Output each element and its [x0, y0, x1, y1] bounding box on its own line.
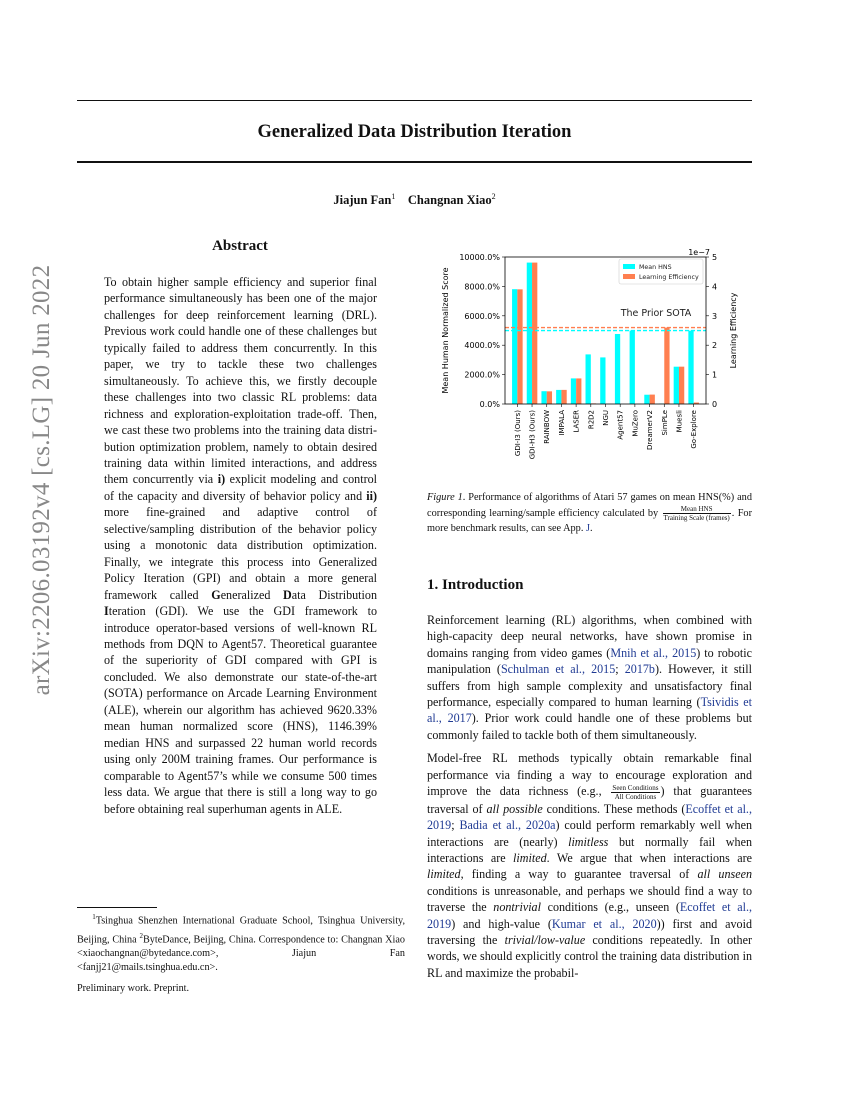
intro-text: , finding a way to guarantee traversal of: [460, 867, 698, 882]
intro-emphasis: trivial/low-value: [504, 933, 586, 948]
caption-text: . Performance of algorithms of Atari 57 games on mean HNS(%) and corresponding learning/sample efficiency calculated by: [427, 492, 752, 520]
bar-mean-hns: [600, 357, 605, 404]
abstract-text: explicit modeling and control of the capacity and diversity of behavior policy and: [104, 472, 378, 503]
x-tick-label: RAINBOW: [543, 410, 552, 444]
citation-link[interactable]: Badia et al., 2020a: [459, 818, 556, 833]
abstract-bold: D: [283, 587, 292, 602]
y-right-tick-label: 4: [712, 282, 718, 292]
arxiv-stamp: arXiv:2206.03192v4 [cs.LG] 20 Jun 2022: [28, 264, 55, 696]
y-right-tick-label: 2: [712, 341, 718, 351]
abstract-text: eneralized: [220, 587, 284, 602]
bar-mean-hns: [644, 395, 649, 404]
bar-mean-hns: [541, 391, 546, 404]
bar-learning-efficiency: [576, 378, 581, 404]
intro-text: conditions. These methods (: [542, 801, 686, 816]
caption-text: . For more benchmark results, can see App.: [427, 508, 752, 535]
bar-mean-hns: [556, 390, 561, 404]
y-tick-label: 10000.0%: [459, 253, 500, 262]
footnote: [77, 910, 405, 976]
bar-mean-hns: [586, 354, 591, 404]
bar-learning-efficiency: [517, 289, 522, 404]
citation-link[interactable]: Schulman et al., 2015: [500, 662, 616, 677]
bar-mean-hns: [512, 289, 517, 404]
intro-text: ) and high-value (: [451, 916, 552, 931]
citation-link[interactable]: Ecoffet et al., 2019: [427, 801, 752, 833]
prior-sota-annotation: The Prior SOTA: [620, 308, 692, 319]
fraction-numerator: Seen Conditions: [612, 783, 659, 792]
legend-label: Mean HNS: [639, 264, 672, 271]
y-tick-label: 4000.0%: [464, 341, 500, 351]
x-tick-label: R2D2: [587, 410, 596, 430]
abstract-text: ata Distribution: [291, 587, 377, 602]
footnote-mark: 1: [92, 913, 96, 921]
legend-swatch: [623, 264, 635, 269]
bar-learning-efficiency: [547, 391, 552, 404]
affiliation-mark: 1: [391, 192, 396, 201]
abstract-text: To obtain higher sample efficiency and superior final performance simultaneously has been one of the major challenges for deep reinforcement learning (DRL). Previous work could handle one of these challenges but typically failed to address them concurrently. In this paper, we try to tackle these two challenges simultaneously. To achieve this, we firstly decouple these challenges into two classic RL problems: data richness and exploration-exploitation trade-off. Then, we cast these two problems into the training data distribution optimization problem, namely to obtain desired training data within limited interactions, and address them concurrently via: [104, 275, 377, 487]
abstract-text: teration: [108, 604, 146, 619]
figure-1-chart: [430, 245, 750, 470]
intro-text: conditions (e.g., unseen (: [540, 900, 680, 915]
bar-learning-efficiency: [679, 367, 684, 404]
y-right-tick-label: 3: [712, 311, 718, 321]
footnote-affiliation: Tsinghua Shenzhen International Graduate School, Tsinghua University, Beijing, China: [77, 915, 405, 945]
x-tick-label: MuZero: [631, 410, 640, 437]
y-right-tick-label: 5: [712, 253, 718, 262]
intro-emphasis: all possible: [486, 801, 543, 816]
y-right-tick-label: 1: [712, 370, 718, 380]
intro-emphasis: limitless: [568, 834, 609, 849]
intro-text: ) could perform remarkably well when interactions are (nearly): [427, 818, 752, 849]
intro-paragraph-2: [427, 750, 752, 981]
fraction-denominator: All Conditions: [614, 792, 657, 801]
y-axis-label: Mean Human Normalized Score: [441, 267, 450, 394]
abstract-bold: G: [211, 587, 221, 602]
citation-link[interactable]: 2017b: [624, 662, 655, 677]
legend-label: Learning Efficiency: [639, 274, 699, 281]
figure-caption: [427, 491, 752, 537]
intro-text: conditions is unreasonable, and perhaps we should find a way to traverse the: [427, 883, 752, 915]
abstract-bold: i): [217, 472, 226, 487]
affiliation-mark: 2: [491, 192, 496, 201]
y-right-tick-label: 0: [712, 400, 718, 409]
bar-learning-efficiency: [664, 328, 669, 404]
bar-learning-efficiency: [532, 263, 537, 404]
y-right-axis-label: Learning Efficiency: [729, 292, 738, 369]
intro-text: . We argue that when interactions are: [546, 851, 752, 865]
abstract-bold: I: [104, 604, 109, 619]
intro-emphasis: all unseen: [697, 867, 752, 882]
y-tick-label: 6000.0%: [464, 311, 500, 321]
x-tick-label: Agent57: [616, 410, 625, 440]
intro-text: ;: [451, 818, 460, 833]
title-bottom-rule: [77, 161, 752, 163]
citation-link[interactable]: Mnih et al., 2015: [610, 645, 697, 660]
bar-mean-hns: [630, 331, 635, 404]
legend-swatch: [623, 274, 635, 279]
abstract-body: [104, 274, 377, 817]
preliminary-note: Preliminary work. Preprint.: [77, 983, 190, 994]
x-tick-label: LASER: [572, 410, 581, 433]
y-tick-label: 8000.0%: [464, 282, 500, 292]
bar-mean-hns: [674, 367, 679, 404]
x-tick-label: Go-Explore: [690, 410, 699, 449]
abstract-heading: Abstract: [212, 238, 268, 254]
introduction-body: [427, 612, 752, 988]
y-tick-label: 0.0%: [479, 400, 500, 409]
abstract-text: (GDI). We use the GDI framework to introduce operator-based versions of well-known RL methods from DQN to Agent57. Theoretical guarantee of the superiority of GDI compared with GPI is concluded. We also demonstrate our state-of-the-art (SOTA) performance on Arcade Learning Environment (ALE), wherein our algorithm has achieved 9620.33% mean human normalized score (HNS), 1146.39% median HNS and surpassed 22 human world records using only 200M training frames. Our performance is comparable to Agent57’s while we consume 500 times less data. We argue that there is still a long way to go before obtaining real superhuman agents in ALE.: [104, 604, 377, 816]
intro-text: ). However, it still suffers from high sample complexity and unsatisfactory final performance, especially compared to human learning (: [427, 662, 752, 710]
author-name: Changnan Xiao: [407, 193, 492, 208]
caption-label: Figure 1: [427, 492, 463, 503]
bar-learning-efficiency: [650, 395, 655, 404]
intro-text: conditions repeatedly. In other words, we should explicitly control the training data distribution in RL and maximize the probabil-: [427, 933, 752, 980]
x-tick-label: NGU: [602, 410, 610, 426]
bar-mean-hns: [527, 263, 532, 404]
bar-mean-hns: [571, 378, 576, 404]
x-tick-label: SimPLe: [660, 410, 669, 436]
caption-text: .: [590, 523, 593, 535]
citation-link[interactable]: Ecoffet et al., 2019: [427, 900, 753, 931]
intro-text: ;: [615, 662, 625, 677]
appendix-link[interactable]: J: [585, 523, 590, 535]
section-heading-introduction: 1. Introduction: [427, 577, 524, 593]
author-name: Jiajun Fan: [333, 193, 392, 208]
paper-title: Generalized Data Distribution Iteration: [257, 122, 572, 142]
intro-text: )) first and avoid traversing the: [427, 916, 752, 948]
intro-text: ) to robotic manipulation (: [427, 645, 752, 677]
intro-text: Model-free RL methods typically obtain remarkable final performance via finding a way to encourage exploration and improve the data richness (e.g.,: [427, 751, 752, 799]
intro-text: ). Prior work could handle one of these problems but commonly failed to tackle both of them simultaneously.: [427, 711, 752, 742]
intro-emphasis: limited: [513, 851, 547, 865]
bar-learning-efficiency: [561, 390, 566, 404]
x-tick-label: Muesli: [675, 410, 684, 433]
data-richness-fraction: [611, 784, 659, 801]
fraction-denominator: Training Scale (frames): [663, 514, 730, 523]
footnote-rule: [77, 907, 157, 908]
fraction-numerator: Mean HNS: [663, 505, 731, 514]
x-tick-label: IMPALA: [557, 410, 566, 436]
x-tick-label: DreamerV2: [646, 410, 655, 450]
author-list: [77, 192, 752, 208]
y-tick-label: 2000.0%: [464, 370, 500, 380]
intro-emphasis: limited: [427, 867, 461, 882]
x-tick-label: GDI-I3 (Ours): [513, 410, 522, 457]
footnote-affiliation: ByteDance, Beijing, China. Correspondence to: Changnan Xiao <xiaochangnan@bytedance.com>, Jiajun Fan <fanjj21@mails.tsinghua.edu.cn>.: [77, 933, 405, 974]
bar-mean-hns: [615, 334, 620, 404]
x-tick-label: GDI-H3 (Ours): [528, 410, 537, 460]
intro-text: but normally fail when interactions are: [427, 834, 752, 865]
intro-emphasis: nontrivial: [493, 900, 541, 915]
intro-text: ) that guarantees traversal of: [427, 784, 753, 816]
bar-mean-hns: [688, 331, 693, 404]
abstract-bold: ii): [366, 488, 377, 503]
title-top-rule: [77, 100, 752, 101]
citation-link[interactable]: Kumar et al., 2020: [551, 916, 657, 931]
citation-link[interactable]: Tsividis et al., 2017: [427, 695, 752, 726]
intro-paragraph-1: [427, 612, 752, 743]
footnote-mark: 2: [139, 931, 143, 940]
axis-multiplier: 1e−7: [688, 248, 710, 257]
intro-text: Reinforcement learning (RL) algorithms, when combined with high-capacity deep neural networks, have shown promise in domains ranging from video games (: [427, 613, 752, 660]
caption-fraction: [663, 505, 731, 522]
abstract-text: more fine-grained and adaptive control of selective/sampling distribution of the behavior policy using a monotonic data distribution optimization. Finally, we integrate this process into Generalized Policy Iteration (GPI) and obtain a more general framework called: [104, 505, 377, 602]
